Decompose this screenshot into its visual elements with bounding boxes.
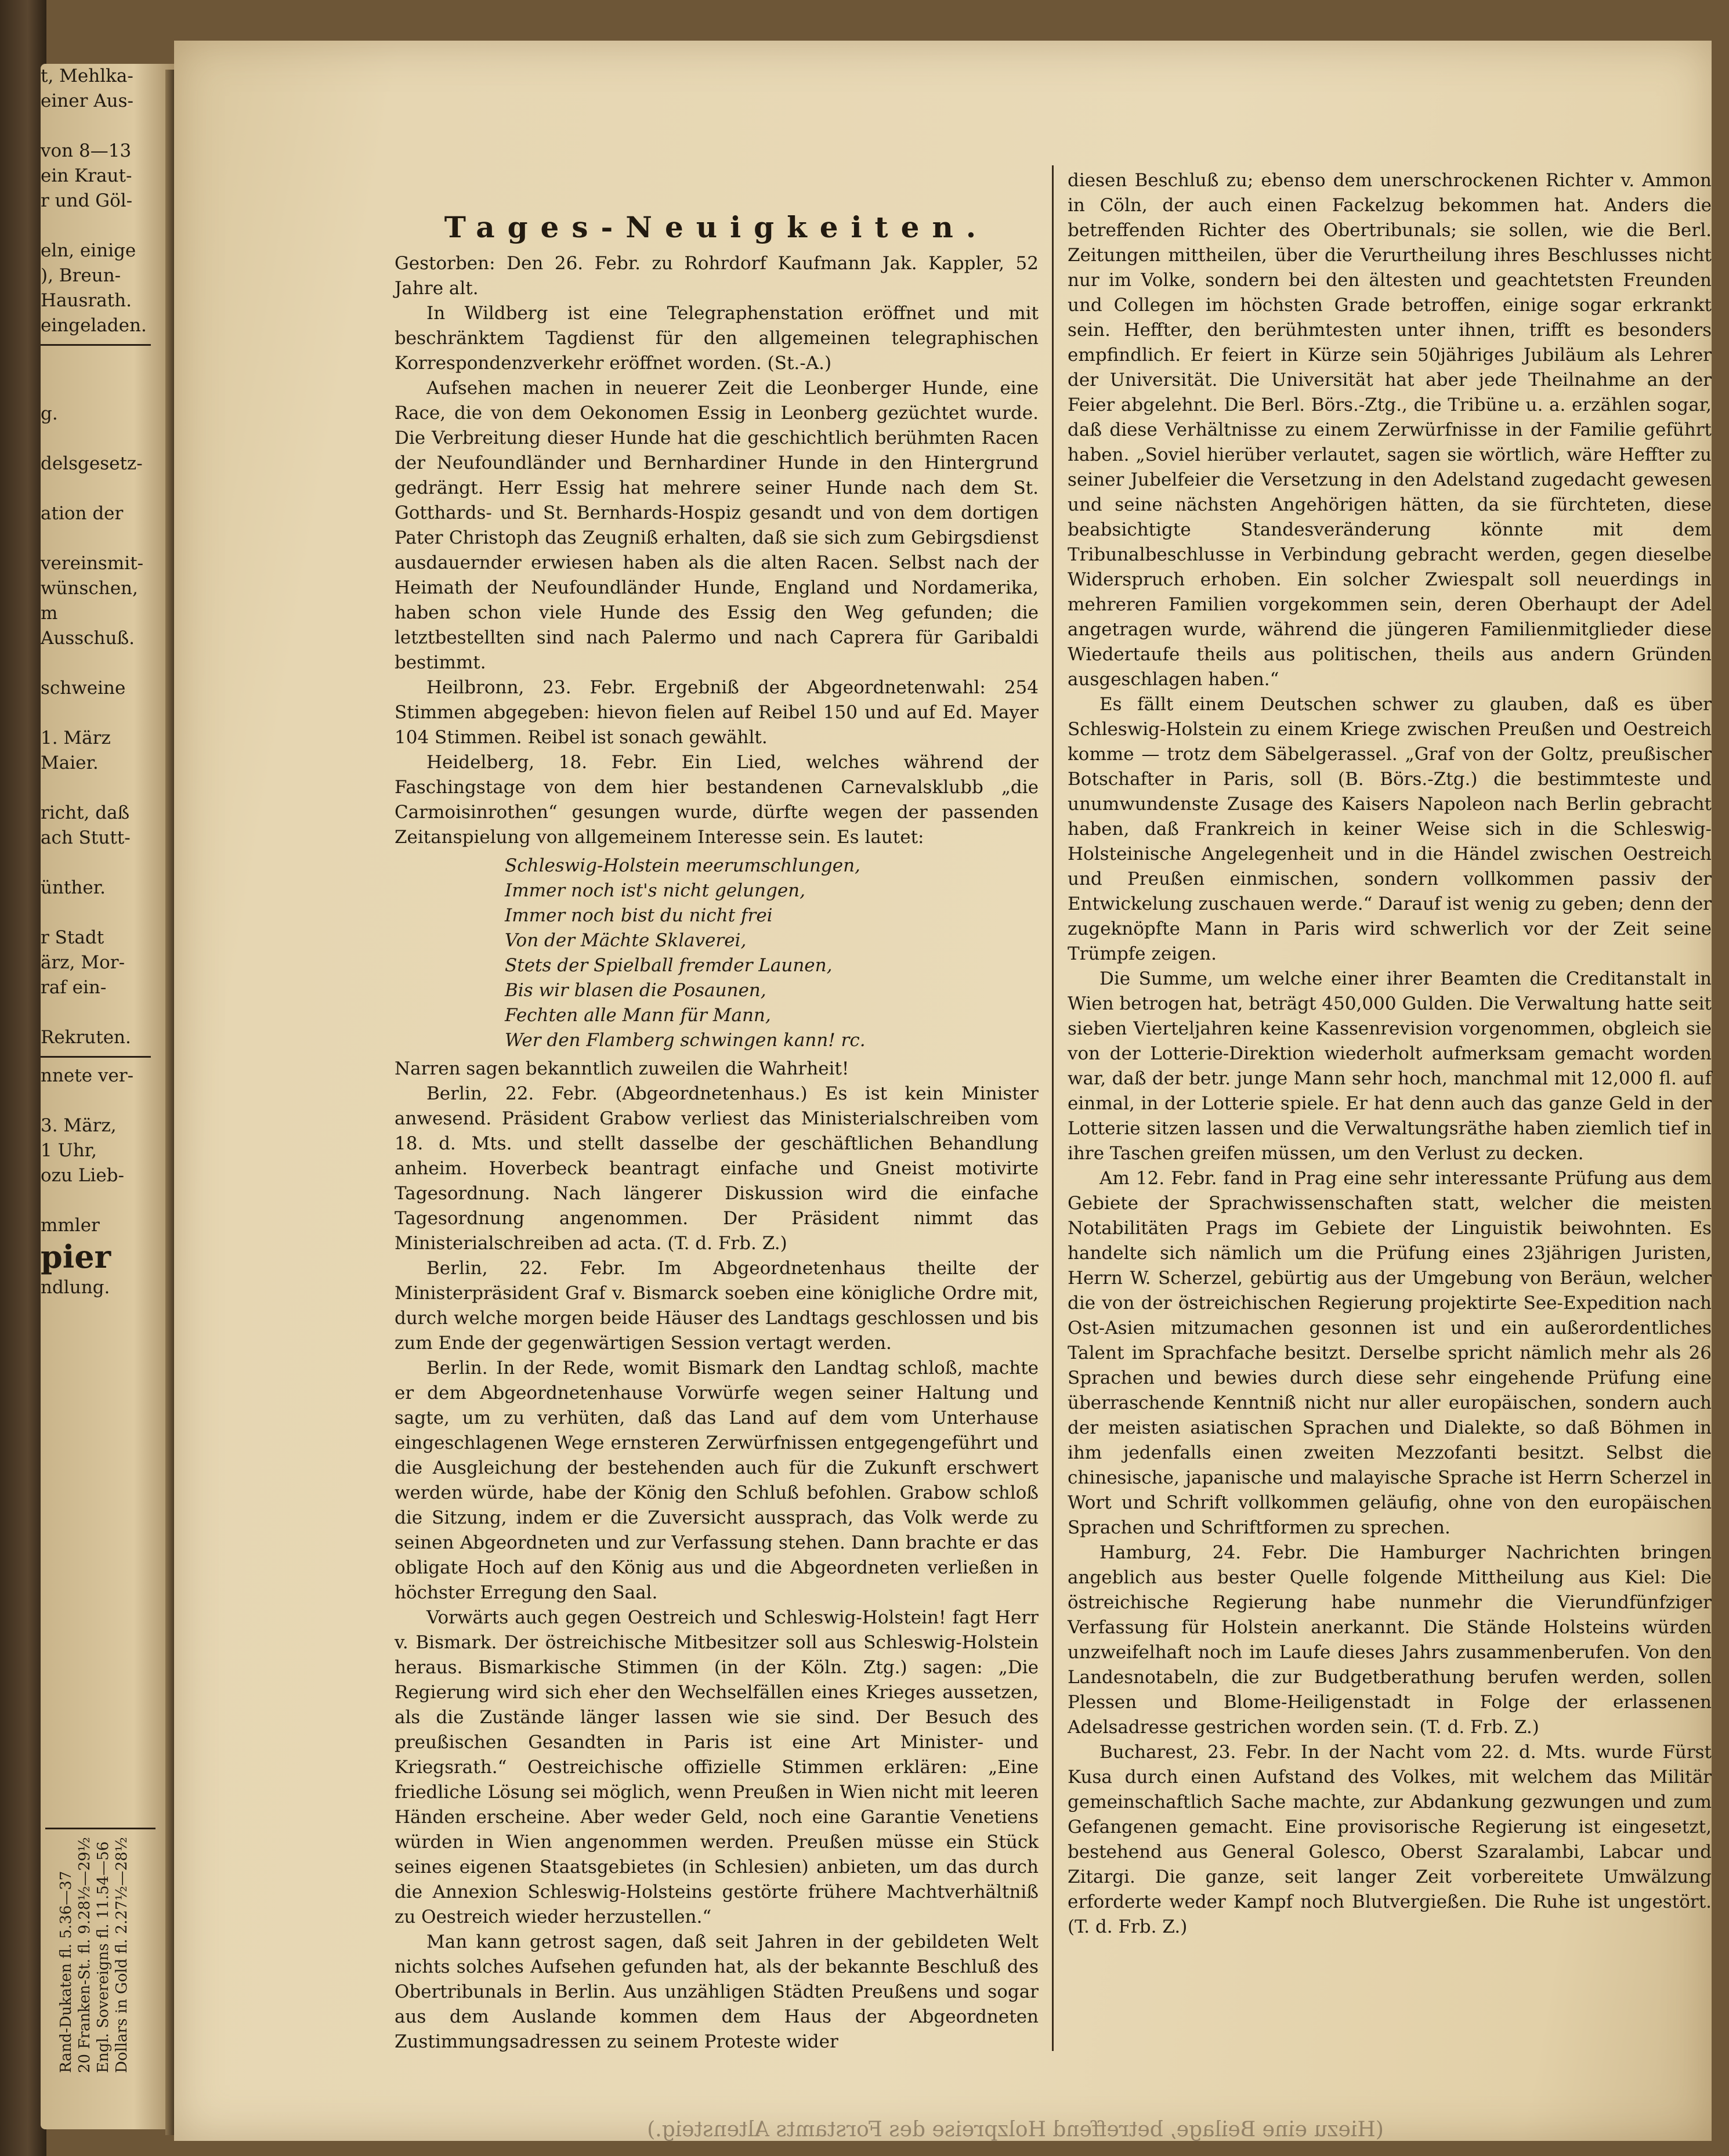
article-creditanstalt: Die Summe, um welche einer ihrer Beamten die Creditanstalt in Wien betrogen hat, beträgt 450,000 Gulden. Die Verwaltung hatte seit sieben Vierteljahren keine Kassenrevision vorgenommen, obgleich sie von der Lotterie-Direktion wiederholt aufmerksam gemacht worden war, daß der betr. junge Mann sehr hoch, manchmal mit 12,000 fl. auf einmal, in der Lotterie spiele. Er hat denn auch das ganze Geld in der Lotterie sitzen lassen und die Verwaltungsräthe haben ziemlich tief in ihre Taschen greifen müssen, um den Verlust zu decken. [1068,968,1712,1164]
left-fragment-line: Maier. [41,753,99,773]
left-fragment-line: eln, einige [41,240,136,261]
article-heidelberg: Heidelberg, 18. Febr. Ein Lied, welches während der Faschingstage von dem hier bestandenen Carnevalsklubb „die Carmoisinrothen“ gesungen wurde, dürfte wegen der passenden Zeitanspielung von allgemeinem Interesse sein. Es lautet: [395,752,1039,848]
left-fragment-line: t, Mehlka- [41,66,133,86]
newspaper-page [174,41,1712,2141]
poem-line: Immer noch ist's nicht gelungen, [505,880,805,901]
exchange-rates-box [45,1828,155,2073]
left-rule [41,344,151,346]
poem-line: Fechten alle Mann für Mann, [505,1005,771,1026]
poem-line: Immer noch bist du nicht frei [505,905,773,926]
left-fragment-line: raf ein- [41,977,107,998]
poem-line: Wer den Flamberg schwingen kann! rc. [505,1030,866,1051]
article-berlin-2: Berlin, 22. Febr. Im Abgeordnetenhaus theilte der Ministerpräsident Graf v. Bismarck soeben eine königliche Ordre mit, durch welche morgen beide Häuser des Landtags geschlossen und bis zum Ende der gegenwärtigen Session vertagt werden. [395,1258,1039,1354]
left-fragment-line: r und Göl- [41,190,133,211]
left-fragment-line [41,900,151,925]
article-prag: Am 12. Febr. fand in Prag eine sehr interessante Prüfung aus dem Gebiete der Sprachwissenschaften statt, welcher die meisten Notabilitäten Prags im Gebiete der Linguistik beiwohnten. Es handelte sich nämlich um die Prüfung eines 23jährigen Juristen, Herrn W. Scherzel, gebürtig aus der Umgebung von Beräun, welcher die von der östreichischen Regierung projektirte See-Expedition nach Ost-Asien mitzumachen gesonnen ist und ein außerordentliches Talent im Sprachfache besitzt. Derselbe spricht nämlich mehr als 26 Sprachen und bewies durch diese sehr eingehende Prüfung eine überraschende Kenntniß nicht nur aller europäischen, sondern auch der meisten asiatischen Sprachen und Dialekte, so daß Böhmen in ihm jedenfalls einen zweiten Mezzofanti besitzt. Selbst die chinesische, japanische und malayische Sprache ist Herrn Scherzel in Wort und Schrift vollkommen geläufig, ohne von den europäischen Sprachen und Schriftformen zu sprechen. [1068,1168,1712,1538]
left-fragment-line: pier [41,1238,111,1275]
poem [505,853,1039,1053]
left-fragment-line [41,426,151,451]
left-fragment-line: vereinsmit- [41,553,144,574]
left-fragment-line: schweine [41,678,126,699]
left-fragment-line: ünther. [41,877,106,898]
poem-line: Schleswig-Holstein meerumschlungen, [505,855,860,876]
left-fragment-line: delsgesetz- [41,453,143,474]
left-fragment-line: ation der [41,503,124,524]
left-page-fragment [41,64,151,1300]
section-title: Tages-Neuigkeiten. [444,210,989,244]
left-fragment-line [41,377,151,401]
left-fragment-line [41,526,151,551]
left-fragment-line [41,476,151,501]
left-fragment-line: ozu Lieb- [41,1165,124,1186]
left-fragment-line: wünschen, [41,578,138,599]
left-fragment-line [41,1088,151,1113]
left-fragment-line: r Stadt [41,927,104,948]
left-fragment-line: g. [41,403,58,424]
article-wildberg: In Wildberg ist eine Telegraphenstation eröffnet und mit beschränktem Tagdienst für den allgemeinen telegraphischen Korrespondenzverkehr eröffnet worden. (St.-A.) [395,303,1039,374]
left-fragment-line: 1. März [41,728,111,748]
left-fragment-line [41,851,151,876]
left-fragment-line: m [41,603,58,624]
article-narren: Narren sagen bekanntlich zuweilen die Wahrheit! [395,1058,849,1079]
left-fragment-line: ndlung. [41,1277,110,1298]
article-obituary: Gestorben: Den 26. Febr. zu Rohrdorf Kaufmann Jak. Kappler, 52 Jahre alt. [395,253,1039,299]
left-fragment-line: 3. März, [41,1115,117,1136]
left-rule [41,1056,151,1058]
exchange-rate-line: Rand-Dukaten fl. 5.36—37 [57,1871,75,2073]
article-schleswig: Es fällt einem Deutschen schwer zu glauben, daß es über Schleswig-Holstein zu einem Kriege zwischen Preußen und Oestreich komme — trotz dem Säbelgerassel. „Graf von der Goltz, preußischer Botschafter in Paris, soll (B. Börs.-Ztg.) die bestimmteste und unumwundenste Zusage des Kaisers Napoleon nach Berlin gebracht haben, daß Frankreich in keiner Weise sich in die Schleswig-Holsteinische Angelegenheit und in die Händel zwischen Oestreich und Preußen einmischen, sondern vollkommen passiv der Entwickelung zuschauen werde.“ Darauf ist wenig zu geben; denn der zugeknöpfte Mann in Paris wird schwerlich vor der Zeit seine Trümpfe zeigen. [1068,694,1712,964]
left-fragment-line [41,1188,151,1213]
left-fragment-line: mmler [41,1215,100,1236]
article-heilbronn: Heilbronn, 23. Febr. Ergebniß der Abgeordnetenwahl: 254 Stimmen abgegeben: hievon fielen auf Reibel 150 und auf Ed. Mayer 104 Stimmen. Reibel ist sonach gewählt. [395,677,1039,748]
article-berlin-3: Berlin. In der Rede, womit Bismark den Landtag schloß, machte er dem Abgeordnetenhause Vorwürfe wegen seiner Haltung und sagte, um zu verhüten, daß das Land auf dem vom Unterhause eingeschlagenen Wege ernsteren Zerwürfnissen entgegengeführt und die Ausgleichung der bestehenden auch für die Zukunft erschwert werden würde, habe der König den Schluß befohlen. Grabow schloß die Sitzung, indem er die Zuversicht aussprach, das Volk werde zu seinen Abgeordneten und zur Verfassung stehen. Dann brachte er das obligate Hoch auf den König aus und die Abgeordneten verließen in höchster Erregung den Saal. [395,1358,1039,1603]
article-obertribunal-cont: diesen Beschluß zu; ebenso dem unerschrockenen Richter v. Ammon in Cöln, der auch einen Fackelzug bekommen hat. Anders die betreffenden Richter des Obertribunals; sie sollen, wie die Berl. Zeitungen mittheilen, über die Verurtheilung ihres Beschlusses nicht nur im Volke, sondern bei den ältesten und geachtetsten Freunden und Collegen im höchsten Grade betroffen, einige sogar erkrankt sein. Heffter, den berühmtesten unter ihnen, trifft es besonders empfindlich. Er feiert in Kürze sein 50jähriges Jubiläum als Lehrer der Universität. Die Universität hat aber jede Theilnahme an der Feier abgelehnt. Die Berl. Börs.-Ztg., die Tribüne u. a. erzählen sogar, daß diese Verhältnisse zu einem Zerwürfnisse in der Familie geführt haben. „Soviel hierüber verlautet, sagen sie wörtlich, wäre Heffter zu seiner Jubelfeier die Versetzung in den Adelstand zugedacht gewesen und seine nächsten Angehörigen hätten, da sie fürchteten, diese beabsichtigte Standesveränderung könnte mit dem Tribunalbeschlusse in Verbindung gebracht werden, gegen dieselbe Widerspruch erhoben. Ein solcher Zwiespalt soll neuerdings in mehreren Familien vorgekommen sein, deren Oberhaupt der Adel angetragen wurde, während die jüngeren Familienmitglieder diese Wiedertaufe theils aus politischen, theils aus andern Gründen ausgeschlagen haben.“ [1068,170,1712,690]
article-vorwaerts: Vorwärts auch gegen Oestreich und Schleswig-Holstein! fagt Herr v. Bismark. Der östreichische Mitbesitzer soll aus Schleswig-Holstein heraus. Bismarkische Stimmen (in der Köln. Ztg.) sagen: „Die Regierung wird sich eher den Wechselfällen eines Krieges aussetzen, als die Zustände länger lassen wie sie sind. Der Besuch des preußischen Gesandten in Paris ist eine Art Minister- und Kriegsrath.“ Oestreichische offizielle Stimmen erklären: „Eine friedliche Lösung sei möglich, wenn Preußen in Wien nicht mit leeren Händen erscheine. Aber weder Geld, noch eine Garantie Venetiens würden in Wien angenommen werden. Preußen müsse ein Stück seines eigenen Staatsgebietes (in Schlesien) anbieten, um das durch die Annexion Schleswig-Holsteins gestörte frühere Machtverhältniß zu Oestreich wieder herzustellen.“ [395,1607,1039,1927]
column-divider [1052,165,1054,2051]
exchange-rate-line: Dollars in Gold fl. 2.27½—28½ [113,1837,131,2073]
article-obertribunal: Man kann getrost sagen, daß seit Jahren in der gebildeten Welt nichts solches Aufsehen gefunden hat, als der bekannte Beschluß des Obertribunals in Berlin. Aus unzähligen Städten Preußens und sogar aus dem Auslande kommen dem Haus der Abgeordneten Zustimmungsadressen zu seinem Proteste wider [395,1931,1039,2052]
poem-line: Bis wir blasen die Posaunen, [505,980,766,1001]
left-fragment-line [41,651,151,676]
left-fragment-line: ärz, Mor- [41,952,125,973]
poem-line: Stets der Spielball fremder Launen, [505,955,833,976]
left-fragment-line: ), Breun- [41,265,121,286]
bleed-through-notice: (Hiezu eine Beilage, betreffend Holzpreise des Forstamts Altensteig.) [647,2118,1384,2141]
left-fragment-line [41,352,151,377]
article-leonberger: Aufsehen machen in neuerer Zeit die Leonberger Hunde, eine Race, die von dem Oekonomen Essig in Leonberg gezüchtet wurde. Die Verbreitung dieser Hunde hat die geschichtlich berühmten Racen der Neufoundländer und Bernhardiner Hunde in den Hintergrund gedrängt. Herr Essig hat mehrere seiner Hunde nach dem St. Gotthards- und St. Bernhards-Hospiz gesandt und von dem dortigen Pater Christoph das Zeugniß erhalten, daß sie sich zum Gebirgsdienst ausdauernder erwiesen haben als die alten Racen. Selbst nach der Heimath der Neufoundländer Hunde, England und Nordamerika, haben schon viele Hunde des Essig den Weg gefunden; die letztbestellten sind nach Palermo und nach Caprera für Garibaldi bestimmt. [395,378,1039,673]
left-fragment-line: nnete ver- [41,1065,134,1086]
left-fragment-line: einer Aus- [41,91,133,111]
left-fragment-line: Hausrath. [41,290,132,311]
article-bucharest: Bucharest, 23. Febr. In der Nacht vom 22. d. Mts. wurde Fürst Kusa durch einen Aufstand des Volkes, mit welchem das Militär gemeinschaftlich Sache machte, zur Abdankung gezwungen und zum Gefangenen gemacht. Eine provisorische Regierung ist eingesetzt, bestehend aus General Golesco, Oberst Szaralambi, Labcar und Zitargi. Die ganze, seit langer Zeit vorbereitete Umwälzung erforderte weder Kampf noch Blutvergießen. Die Ruhe ist ungestört. (T. d. Frb. Z.) [1068,1742,1712,1937]
left-fragment-line: Rekruten. [41,1027,131,1048]
left-fragment-line [41,114,151,139]
left-fragment-line [41,1000,151,1025]
book-spine [0,0,46,2156]
left-fragment-line [41,701,151,726]
column-left [395,180,1039,2054]
left-fragment-line: Ausschuß. [41,628,135,649]
article-berlin-1: Berlin, 22. Febr. (Abgeordnetenhaus.) Es ist kein Minister anwesend. Präsident Grabow verliest das Ministerialschreiben vom 18. d. Mts. und stellt dasselbe der geschäftlichen Behandlung anheim. Hoverbeck beantragt einfache und Gneist motivirte Tagesordnung. Nach längerer Diskussion wird die einfache Tagesordnung angenommen. Der Präsident nimmt das Ministerialschreiben ad acta. (T. d. Frb. Z.) [395,1083,1039,1254]
poem-line: Von der Mächte Sklaverei, [505,930,747,951]
left-fragment-line: richt, daß [41,802,130,823]
column-right [1068,168,1712,1940]
article-hamburg: Hamburg, 24. Febr. Die Hamburger Nachrichten bringen angeblich aus bester Quelle folgende Mittheilung aus Kiel: Die östreichische Regierung habe nunmehr die Vierundfünfziger Verfassung für Holstein anerkannt. Die Stände Holsteins würden unzweifelhaft noch im Laufe dieses Jahrs zusammenberufen. Von den Landesnotabeln, die zur Budgetberathung berufen werden, sollen Plessen und Blome-Heiligenstadt in Folge der erlassenen Adelsadresse gestrichen worden sein. (T. d. Frb. Z.) [1068,1542,1712,1738]
left-fragment-line: 1 Uhr, [41,1140,97,1161]
left-fragment-line [41,776,151,801]
exchange-rate-line: Engl. Sovereigns fl. 11.54—56 [95,1841,112,2073]
exchange-rates-rotated [57,1837,131,2073]
left-fragment-line: eingeladen. [41,315,147,336]
left-fragment-line [41,214,151,238]
exchange-rate-line: 20 Franken-St. fl. 9.28½—29½ [76,1837,93,2073]
left-fragment-line: von 8—13 [41,140,132,161]
left-fragment-line: ach Stutt- [41,827,131,848]
left-fragment-line: ein Kraut- [41,165,132,186]
left-page-edge [41,64,174,2129]
